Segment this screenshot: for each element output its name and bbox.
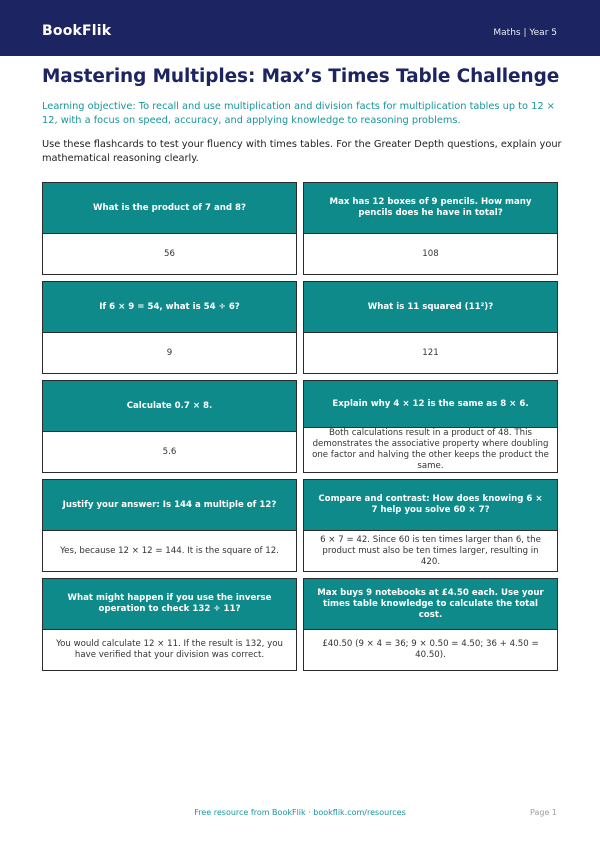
flashcard-answer: £40.50 (9 × 4 = 36; 9 × 0.50 = 4.50; 36 + 4.50 = 40.50). <box>304 629 557 670</box>
flashcard-question: What might happen if you use the inverse operation to check 132 ÷ 11? <box>43 579 296 629</box>
flashcard-question: What is 11 squared (11²)? <box>304 282 557 332</box>
top-bar <box>0 0 600 56</box>
flashcard <box>42 578 297 671</box>
flashcard <box>303 380 558 473</box>
flashcard-answer: 6 × 7 = 42. Since 60 is ten times larger than 6, the product must also be ten times larger, resulting in 420. <box>304 530 557 571</box>
flashcard-question: Explain why 4 × 12 is the same as 8 × 6. <box>304 381 557 427</box>
flashcard <box>303 479 558 572</box>
breadcrumb: Maths | Year 5 <box>493 28 557 38</box>
page-title: Mastering Multiples: Max’s Times Table Challenge <box>42 66 560 87</box>
flashcard-question: Calculate 0.7 × 8. <box>43 381 296 431</box>
intro-text: Use these flashcards to test your fluency with times tables. For the Greater Depth questions, explain your mathematical reasoning clearly. <box>42 139 562 164</box>
footer-credit[interactable]: Free resource from BookFlik · bookflik.com/resources <box>194 808 406 817</box>
flashcard-question: If 6 × 9 = 54, what is 54 ÷ 6? <box>43 282 296 332</box>
learning-objective: Learning objective: To recall and use multiplication and division facts for multiplication tables up to 12 × 12, with a focus on speed, accuracy, and applying knowledge to reasoning problems. <box>42 101 555 126</box>
flashcard <box>42 380 297 473</box>
flashcard <box>303 182 558 275</box>
flashcard-answer: 9 <box>43 332 296 373</box>
flashcard-question: Compare and contrast: How does knowing 6 × 7 help you solve 60 × 7? <box>304 480 557 530</box>
flashcard-answer: 56 <box>43 233 296 274</box>
flashcard-answer: 5.6 <box>43 431 296 472</box>
flashcard-question: Justify your answer: Is 144 a multiple of 12? <box>43 480 296 530</box>
flashcard <box>303 281 558 374</box>
flashcard-answer: You would calculate 12 × 11. If the result is 132, you have verified that your division was correct. <box>43 629 296 670</box>
flashcard <box>42 479 297 572</box>
flashcard-answer: Both calculations result in a product of 48. This demonstrates the associative property where doubling one factor and halving the other keeps the product the same. <box>304 427 557 472</box>
page-number: Page 1 <box>530 808 557 817</box>
flashcard <box>303 578 558 671</box>
flashcard-grid <box>42 182 558 671</box>
flashcard-question: Max buys 9 notebooks at £4.50 each. Use your times table knowledge to calculate the total cost. <box>304 579 557 629</box>
flashcard <box>42 281 297 374</box>
flashcard-answer: 108 <box>304 233 557 274</box>
flashcard <box>42 182 297 275</box>
flashcard-answer: 121 <box>304 332 557 373</box>
flashcard-question: Max has 12 boxes of 9 pencils. How many pencils does he have in total? <box>304 183 557 233</box>
brand-logo[interactable]: BookFlik <box>42 23 112 39</box>
flashcard-answer: Yes, because 12 × 12 = 144. It is the square of 12. <box>43 530 296 571</box>
flashcard-question: What is the product of 7 and 8? <box>43 183 296 233</box>
